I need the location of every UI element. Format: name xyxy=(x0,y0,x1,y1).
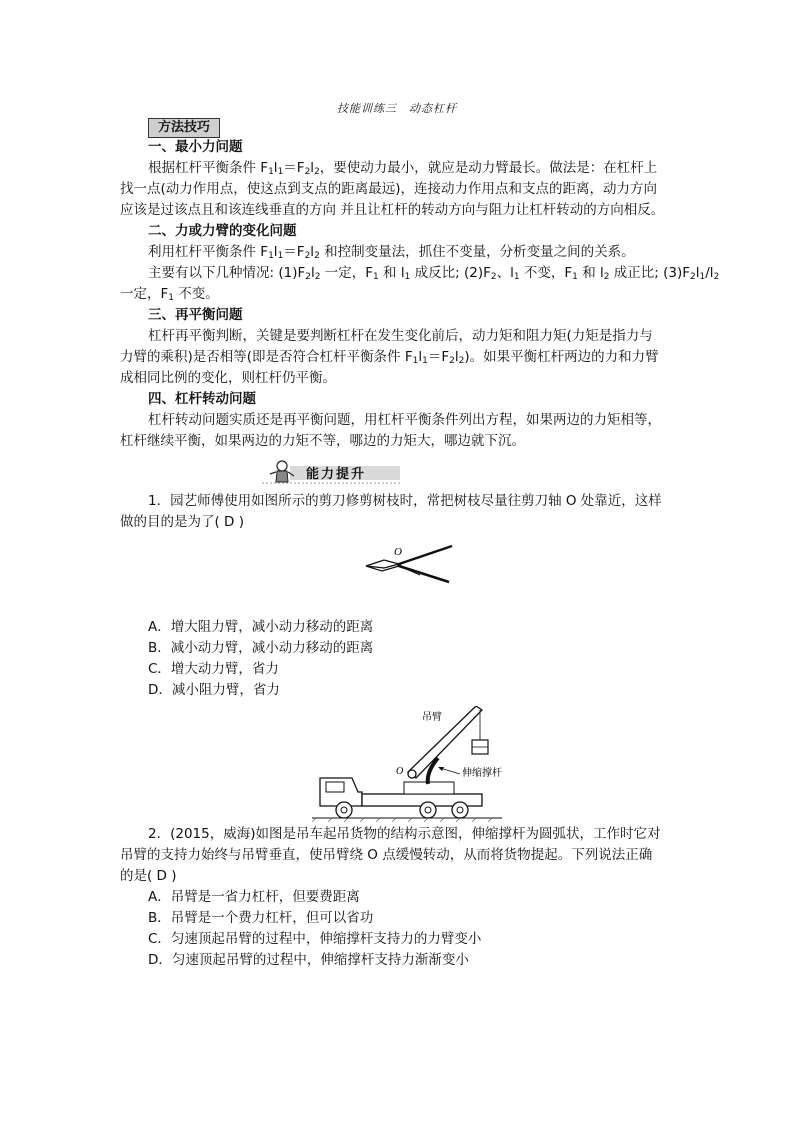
q1-option-c: C．增大动力臂，省力 xyxy=(148,661,279,677)
paragraph-line: 一定，$F_1$ 不变。 xyxy=(120,286,219,303)
ability-banner xyxy=(262,460,402,484)
q1-stem: 1．园艺师傅使用如图所示的剪刀修剪树枝时，常把树枝尽量往剪刀轴 O 处靠近，这样 xyxy=(148,493,662,509)
paragraph-line: 力臂的乘积)是否相等(即是否符合杠杆平衡条件 $F_1l_1=F_2l_2$)。如果平衡杠杆两边的力和力臂 xyxy=(120,349,659,366)
pivot-o-label: O xyxy=(394,546,402,558)
q1-option-b: B．减小动力臂，减小动力移动的距离 xyxy=(148,640,374,656)
paragraph-line: 成相同比例的变化，则杠杆仍平衡。 xyxy=(120,370,336,386)
method-section-label: 方法技巧 xyxy=(148,118,220,138)
section-title-lever-rotation: 四、杠杆转动问题 xyxy=(148,391,256,407)
paragraph-line: 主要有以下几种情况: $(1)F_2l_2$ 一定，$F_1$ 和 $l_1$ 成反比; $(2)F_2$、$l_1$ 不变，$F_1$ 和 $l_2$ 成正比; $(3)F_2l_1/l_2$ xyxy=(148,265,720,282)
q2-stem: 的是( D ) xyxy=(120,868,177,884)
paragraph-line: 根据杠杆平衡条件 $F_1l_1=F_2l_2$，要使动力最小，就应是动力臂最长。做法是：在杠杆上 xyxy=(148,160,658,177)
section-title-force-arm-change: 二、力或力臂的变化问题 xyxy=(148,223,297,239)
boom-label: 吊臂 xyxy=(422,712,442,723)
crane-figure xyxy=(312,706,502,822)
section-title-min-force: 一、最小力问题 xyxy=(148,139,243,155)
paragraph-line: 利用杠杆平衡条件 $F_1l_1=F_2l_2$ 和控制变量法，抓住不变量，分析变量之间的关系。 xyxy=(148,244,635,261)
paragraph-line: 杠杆再平衡判断，关键是要判断杠杆在发生变化前后，动力矩和阻力矩(力矩是指力与 xyxy=(148,328,653,344)
paragraph-line: 杠杆转动问题实质还是再平衡问题，用杠杆平衡条件列出方程，如果两边的力矩相等， xyxy=(148,412,661,428)
q2-option-c: C．匀速顶起吊臂的过程中，伸缩撑杆支持力的力臂变小 xyxy=(148,931,482,947)
q2-stem: 吊臂的支持力始终与吊臂垂直，使吊臂绕 O 点缓慢转动，从而将货物提起。下列说法正确 xyxy=(120,847,653,863)
q1-option-d: D．减小阻力臂，省力 xyxy=(148,682,280,698)
q2-stem: 2．(2015，威海)如图是吊车起吊货物的结构示意图，伸缩撑杆为圆弧状，工作时它对 xyxy=(148,826,661,842)
ability-banner-label: 能力提升 xyxy=(306,467,367,482)
strut-label: 伸缩撑杆 xyxy=(462,768,502,779)
pivot-o-label: O xyxy=(396,766,404,777)
paragraph-line: 找一点(动力作用点，使这点到支点的距离最远)，连接动力作用点和支点的距离，动力方向 xyxy=(120,181,658,197)
paragraph-line: 杠杆继续平衡，如果两边的力矩不等，哪边的力矩大，哪边就下沉。 xyxy=(120,433,525,449)
scissors-figure xyxy=(364,540,464,588)
q2-option-d: D．匀速顶起吊臂的过程中，伸缩撑杆支持力渐渐变小 xyxy=(148,952,469,968)
q2-option-b: B．吊臂是一个费力杠杆，但可以省功 xyxy=(148,910,374,926)
q2-option-a: A．吊臂是一省力杠杆，但要费距离 xyxy=(148,889,360,905)
q1-option-a: A．增大阻力臂，减小动力移动的距离 xyxy=(148,619,374,635)
section-title-rebalance: 三、再平衡问题 xyxy=(148,307,243,323)
q1-stem: 做的目的是为了( D ) xyxy=(120,514,245,530)
paragraph-line: 应该是过该点且和该连线垂直的方向 并且让杠杆的转动方向与阻力让杠杆转动的方向相反。 xyxy=(120,202,665,218)
page-title: 技能训练三 动态杠杆 xyxy=(337,102,457,115)
